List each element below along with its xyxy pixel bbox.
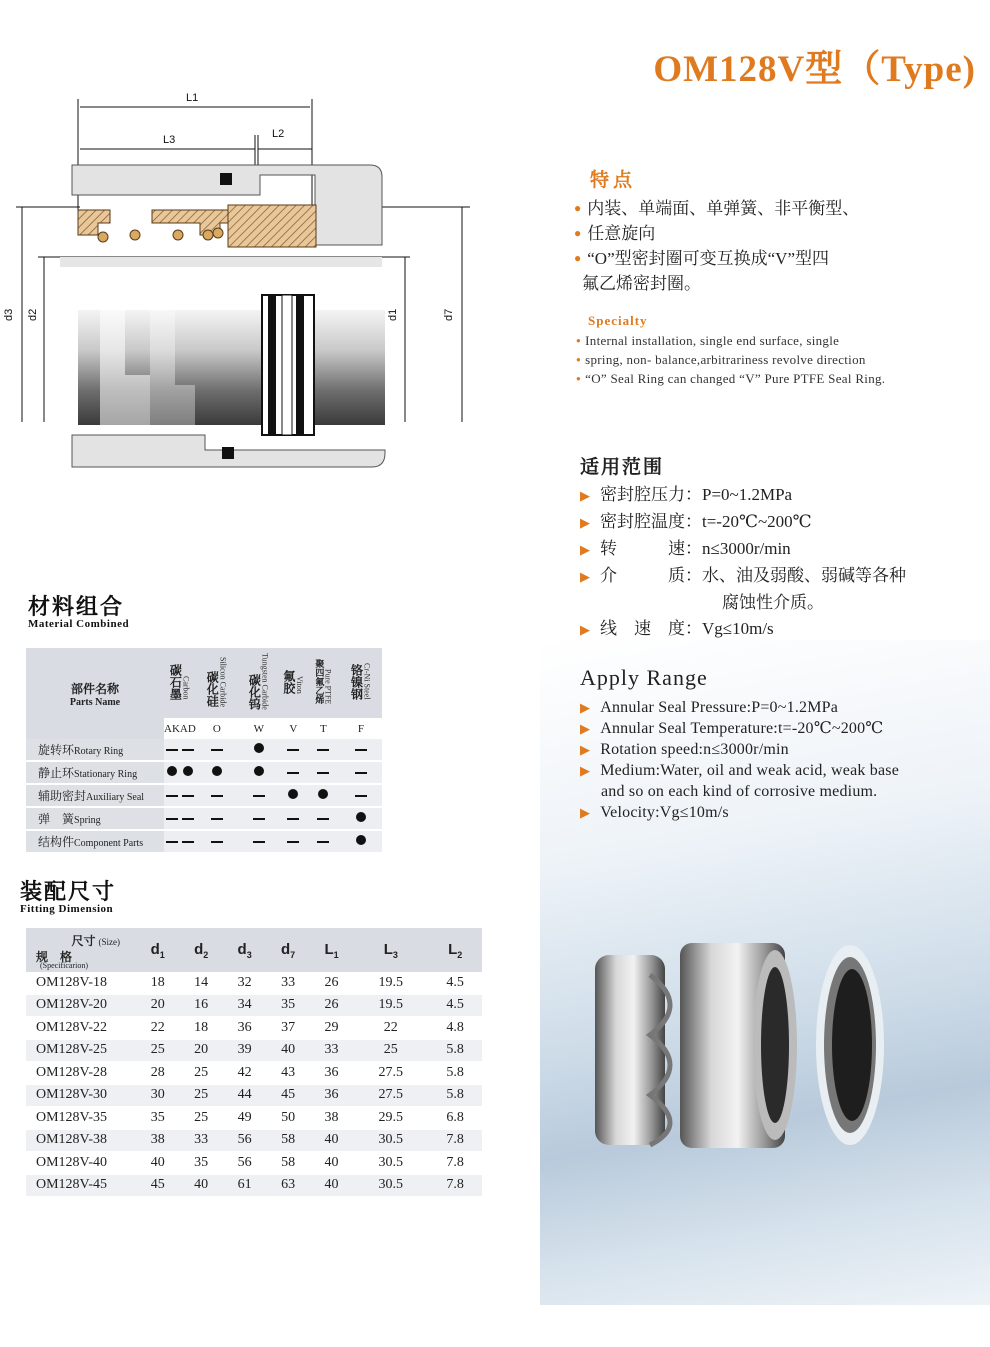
materials-table [26, 648, 382, 854]
specialty-item: ● “O” Seal Ring can changed “V” Pure PTFE Seal Ring. [576, 371, 886, 386]
feature-item: ● 任意旋向 [574, 224, 656, 243]
materials-row [26, 761, 382, 784]
material-mark [180, 807, 196, 830]
dim-row [26, 1152, 482, 1175]
dim-value: 44 [223, 1084, 266, 1107]
material-mark [180, 784, 196, 807]
dash-icon [166, 818, 178, 820]
dim-value: 30.5 [353, 1174, 428, 1197]
dash-icon [211, 841, 223, 843]
part-name-cn: 静止环 [38, 766, 75, 780]
dim-col-index: 3 [392, 949, 398, 960]
dim-row [26, 1039, 482, 1062]
parts-name-en: Parts Name [69, 696, 121, 708]
material-cn: 聚四氟乙烯 [314, 659, 325, 704]
specialty-heading: Specialty [588, 313, 648, 328]
dim-value: 39 [223, 1039, 266, 1062]
dim-value: 58 [266, 1129, 309, 1152]
material-mark [307, 761, 340, 784]
apply-range-item: ▶ Rotation speed:n≤3000r/min [580, 741, 789, 758]
filled-dot-icon [356, 812, 366, 822]
part-name-en: Auxiliary Seal [86, 792, 145, 803]
dim-value: 7.8 [428, 1152, 482, 1175]
materials-corner [26, 648, 164, 739]
dim-col-letter: L [383, 940, 393, 958]
model-name: OM128V-30 [26, 1084, 136, 1107]
apply-range-item-continued: and so on each kind of corrosive medium. [601, 783, 878, 800]
dim-row [26, 972, 482, 994]
material-code: AK [164, 722, 180, 735]
triangle-bullet-icon: ▶ [580, 569, 590, 584]
model-name: OM128V-22 [26, 1017, 136, 1040]
material-en: Pure PTFE [323, 668, 333, 704]
model-name: OM128V-25 [26, 1039, 136, 1062]
dim-value: 18 [136, 972, 179, 994]
model-name: OM128V-45 [26, 1174, 136, 1197]
triangle-bullet-icon: ▶ [580, 700, 591, 715]
material-mark [340, 830, 382, 853]
apply-range-item: ▶ Annular Seal Temperature:t=-20℃~200℃ [580, 720, 884, 737]
material-en: Viton [294, 675, 304, 694]
features-heading: 特点 [590, 170, 637, 191]
filled-dot-icon [254, 743, 264, 753]
apply-range-list [580, 697, 899, 823]
material-mark [340, 784, 382, 807]
dim-value: 19.5 [353, 994, 428, 1017]
dim-value: 40 [310, 1129, 353, 1152]
dim-col-index: 2 [457, 949, 463, 960]
materials-row [26, 784, 382, 807]
dim-value: 58 [266, 1152, 309, 1175]
dim-value: 40 [266, 1039, 309, 1062]
model-name: OM128V-38 [26, 1129, 136, 1152]
material-mark [180, 739, 196, 761]
material-mark [340, 739, 382, 761]
material-code: F [357, 722, 365, 735]
dim-row [26, 1084, 482, 1107]
material-mark [280, 807, 307, 830]
dim-value: 25 [136, 1039, 179, 1062]
product-photo [580, 935, 910, 1165]
dim-value: 26 [310, 994, 353, 1017]
materials-header-row [26, 648, 382, 718]
dim-value: 38 [136, 1129, 179, 1152]
dash-icon [287, 749, 299, 751]
dim-value: 22 [136, 1017, 179, 1040]
dim-value: 27.5 [353, 1084, 428, 1107]
dim-row [26, 994, 482, 1017]
dim-value: 20 [179, 1039, 222, 1062]
triangle-bullet-icon: ▶ [580, 622, 590, 637]
part-name-en: Stationary Ring [74, 769, 138, 780]
triangle-bullet-icon: ▶ [580, 515, 590, 530]
dim-value: 33 [179, 1129, 222, 1152]
dash-icon [166, 795, 178, 797]
material-mark [307, 784, 340, 807]
material-code: T [320, 722, 327, 735]
bullet-icon: ● [574, 226, 582, 240]
material-col-wc [238, 648, 280, 718]
material-mark [180, 761, 196, 784]
range-item: ▶ 介 质：水、油及弱酸、弱碱等各种 [580, 566, 906, 585]
material-mark [196, 761, 238, 784]
dim-value: 25 [353, 1039, 428, 1062]
dim-value: 38 [310, 1107, 353, 1130]
dash-icon [166, 841, 178, 843]
dim-value: 35 [136, 1107, 179, 1130]
dash-icon [182, 795, 194, 797]
dim-value: 22 [353, 1017, 428, 1040]
dash-icon [182, 818, 194, 820]
specialty-item: ● spring, non- balance,arbitrariness revolve direction [576, 352, 866, 367]
dim-value: 35 [179, 1152, 222, 1175]
material-col-sic [196, 648, 238, 718]
dim-col-index: 1 [333, 949, 339, 960]
bullet-icon: ● [576, 336, 582, 345]
dimensions-corner [26, 928, 136, 972]
dim-value: 36 [310, 1084, 353, 1107]
dim-label-l3: L3 [163, 134, 176, 146]
dim-value: 26 [310, 972, 353, 994]
dim-value: 5.8 [428, 1062, 482, 1085]
dim-value: 61 [223, 1174, 266, 1197]
range-item: ▶ 密封腔温度：t=-20℃~200℃ [580, 512, 812, 531]
dim-value: 40 [310, 1174, 353, 1197]
model-name: OM128V-28 [26, 1062, 136, 1085]
spec-label-en: (Specificarion) [40, 961, 88, 970]
model-name: OM128V-18 [26, 972, 136, 994]
dash-icon [211, 749, 223, 751]
dim-col-index: 7 [290, 949, 296, 960]
dim-value: 45 [266, 1084, 309, 1107]
bullet-icon: ● [574, 201, 582, 215]
dim-label-d7: d7 [443, 308, 455, 321]
dash-icon [253, 795, 265, 797]
dim-value: 5.8 [428, 1084, 482, 1107]
dim-col-index: 2 [203, 949, 209, 960]
dash-icon [211, 818, 223, 820]
dim-value: 16 [179, 994, 222, 1017]
dim-label-l1: L1 [186, 92, 199, 104]
material-mark [196, 784, 238, 807]
triangle-bullet-icon: ▶ [580, 763, 591, 778]
page-title: OM128V型（Type) [653, 49, 976, 90]
parts-name-cn: 部件名称 [70, 681, 119, 696]
materials-heading-en: Material Combined [28, 618, 130, 630]
range-item: ▶ 转 速：n≤3000r/min [580, 539, 791, 558]
apply-range-item: ▶ Medium:Water, oil and weak acid, weak base [580, 762, 900, 779]
part-name-cn: 弹 簧 [38, 812, 75, 826]
range-heading: 适用范围 [580, 457, 665, 478]
dim-row [26, 1062, 482, 1085]
size-label: 尺寸 (Size) [71, 934, 120, 948]
material-mark [307, 807, 340, 830]
specialty-item: ● Internal installation, single end surface, single [576, 333, 840, 348]
part-name-cn: 旋转环 [38, 743, 75, 757]
material-mark [238, 784, 280, 807]
apply-range-item: ▶ Annular Seal Pressure:P=0~1.2MPa [580, 699, 839, 716]
dim-value: 4.5 [428, 994, 482, 1017]
filled-dot-icon [288, 789, 298, 799]
part-name-cn: 辅助密封 [38, 789, 87, 803]
material-mark [307, 739, 340, 761]
material-col-carbon [164, 648, 196, 718]
dash-icon [287, 818, 299, 820]
material-mark [340, 807, 382, 830]
material-col-viton [280, 648, 307, 718]
dim-row [26, 1107, 482, 1130]
bullet-icon: ● [576, 374, 582, 383]
dim-value: 33 [310, 1039, 353, 1062]
range-list [580, 482, 906, 643]
dim-col-letter: d [237, 940, 247, 958]
material-mark [164, 784, 180, 807]
feature-item: ● “O”型密封圈可变互换成“V”型四 [574, 249, 829, 268]
dim-value: 49 [223, 1107, 266, 1130]
material-mark [196, 830, 238, 853]
dim-col-letter: L [448, 940, 458, 958]
dim-label-l2: L2 [272, 128, 285, 140]
dim-value: 37 [266, 1017, 309, 1040]
dim-value: 18 [179, 1017, 222, 1040]
filled-dot-icon [183, 766, 193, 776]
material-code: O [212, 722, 221, 735]
part-name-cn: 结构件 [38, 835, 75, 849]
material-mark [238, 761, 280, 784]
dim-value: 50 [266, 1107, 309, 1130]
dim-col-index: 1 [159, 949, 165, 960]
dimensions-heading: 装配尺寸 [20, 879, 117, 904]
dim-label-d2: d2 [27, 308, 39, 321]
triangle-bullet-icon: ▶ [580, 488, 590, 503]
material-code: AD [179, 722, 196, 735]
dim-value: 56 [223, 1129, 266, 1152]
dim-col-letter: d [194, 940, 204, 958]
dim-value: 29.5 [353, 1107, 428, 1130]
dim-value: 36 [310, 1062, 353, 1085]
model-name: OM128V-40 [26, 1152, 136, 1175]
material-cn: 碳化硅 [205, 670, 220, 707]
part-name [26, 761, 164, 784]
dim-value: 42 [223, 1062, 266, 1085]
part-name [26, 784, 164, 807]
dim-value: 6.8 [428, 1107, 482, 1130]
material-mark [280, 739, 307, 761]
features-list [574, 196, 984, 296]
dim-col-header [179, 928, 222, 972]
specialty-list [576, 331, 986, 388]
material-mark [196, 807, 238, 830]
material-cn: 碳石墨 [168, 663, 183, 700]
dim-value: 36 [223, 1017, 266, 1040]
spec-label: 规 格 [36, 950, 73, 964]
dash-icon [211, 795, 223, 797]
material-col-ptfe [307, 648, 340, 718]
dim-row [26, 1017, 482, 1040]
dash-icon [355, 795, 367, 797]
dimensions-table [26, 928, 482, 1197]
dim-value: 19.5 [353, 972, 428, 994]
dim-row [26, 1174, 482, 1197]
dim-value: 25 [179, 1084, 222, 1107]
dim-value: 5.8 [428, 1039, 482, 1062]
part-name [26, 739, 164, 761]
dim-col-index: 3 [246, 949, 252, 960]
material-mark [238, 830, 280, 853]
dash-icon [317, 772, 329, 774]
triangle-bullet-icon: ▶ [580, 721, 591, 736]
dim-col-header [136, 928, 179, 972]
filled-dot-icon [212, 766, 222, 776]
dim-col-header [223, 928, 266, 972]
material-code: V [289, 722, 298, 735]
dim-value: 30 [136, 1084, 179, 1107]
dim-value: 40 [136, 1152, 179, 1175]
dim-value: 28 [136, 1062, 179, 1085]
dim-col-header [428, 928, 482, 972]
dim-value: 63 [266, 1174, 309, 1197]
dim-col-letter: d [150, 940, 160, 958]
filled-dot-icon [254, 766, 264, 776]
triangle-bullet-icon: ▶ [580, 742, 591, 757]
material-mark [180, 830, 196, 853]
bullet-icon: ● [576, 355, 582, 364]
apply-range-item: ▶ Velocity:Vg≤10m/s [580, 804, 729, 821]
material-mark [280, 830, 307, 853]
dimensions-heading-en: Fitting Dimension [20, 903, 114, 915]
material-col-crni [340, 648, 382, 718]
dim-label-d3: d3 [3, 308, 15, 321]
dim-col-letter: d [280, 940, 291, 958]
dash-icon [287, 772, 299, 774]
material-mark [340, 761, 382, 784]
part-name [26, 830, 164, 853]
dim-value: 30.5 [353, 1129, 428, 1152]
model-name: OM128V-35 [26, 1107, 136, 1130]
dim-value: 4.8 [428, 1017, 482, 1040]
dim-value: 29 [310, 1017, 353, 1040]
dim-value: 56 [223, 1152, 266, 1175]
dim-value: 45 [136, 1174, 179, 1197]
dim-value: 14 [179, 972, 222, 994]
dim-row [26, 1129, 482, 1152]
dim-value: 27.5 [353, 1062, 428, 1085]
dash-icon [182, 841, 194, 843]
material-mark [196, 739, 238, 761]
triangle-bullet-icon: ▶ [580, 542, 590, 557]
part-name-en: Rotary Ring [74, 746, 124, 757]
material-mark [164, 807, 180, 830]
dash-icon [317, 749, 329, 751]
triangle-bullet-icon: ▶ [580, 805, 591, 820]
dash-icon [182, 749, 194, 751]
seal-cross-section-diagram [0, 85, 480, 475]
dim-col-header [310, 928, 353, 972]
apply-range-heading: Apply Range [580, 665, 708, 690]
dim-value: 7.8 [428, 1129, 482, 1152]
feature-item: 氟乙烯密封圈。 [582, 274, 701, 293]
dim-col-header [353, 928, 428, 972]
filled-dot-icon [318, 789, 328, 799]
dash-icon [355, 772, 367, 774]
material-en: Carbon [181, 675, 191, 700]
material-mark [280, 761, 307, 784]
material-mark [307, 830, 340, 853]
part-name-en: Spring [74, 815, 101, 826]
dim-value: 20 [136, 994, 179, 1017]
material-en: Tungsten Carbide [260, 653, 270, 710]
dim-col-letter: L [324, 940, 334, 958]
dim-value: 7.8 [428, 1174, 482, 1197]
feature-item: ● 内装、单端面、单弹簧、非平衡型、 [574, 199, 860, 218]
material-mark [238, 807, 280, 830]
filled-dot-icon [167, 766, 177, 776]
material-mark [164, 739, 180, 761]
dim-label-d1: d1 [387, 308, 399, 321]
dim-value: 40 [310, 1152, 353, 1175]
dim-value: 35 [266, 994, 309, 1017]
range-item: ▶ 密封腔压力：P=0~1.2MPa [580, 485, 793, 504]
material-en: Cr-Ni Steel [362, 663, 372, 700]
material-code: W [253, 722, 265, 735]
material-cn: 碳化钨 [247, 673, 262, 710]
dim-col-header [266, 928, 309, 972]
dash-icon [253, 818, 265, 820]
dim-value: 30.5 [353, 1152, 428, 1175]
dash-icon [317, 841, 329, 843]
material-cn: 氟胶 [281, 669, 296, 694]
material-mark [164, 830, 180, 853]
bullet-icon: ● [574, 251, 582, 265]
materials-row [26, 830, 382, 853]
material-mark [280, 784, 307, 807]
material-en: Silicon Carbide [218, 656, 228, 707]
dim-value: 4.5 [428, 972, 482, 994]
materials-row [26, 807, 382, 830]
filled-dot-icon [356, 835, 366, 845]
dim-value: 43 [266, 1062, 309, 1085]
dash-icon [166, 749, 178, 751]
dash-icon [317, 818, 329, 820]
dim-value: 32 [223, 972, 266, 994]
dim-value: 25 [179, 1062, 222, 1085]
dim-value: 25 [179, 1107, 222, 1130]
material-cn: 铬镍钢 [349, 663, 364, 700]
material-mark [164, 761, 180, 784]
part-name-en: Component Parts [74, 838, 144, 849]
dim-value: 33 [266, 972, 309, 994]
material-mark [238, 739, 280, 761]
dim-value: 34 [223, 994, 266, 1017]
dim-value: 40 [179, 1174, 222, 1197]
materials-row [26, 739, 382, 761]
part-name [26, 807, 164, 830]
range-item: ▶ 线 速 度：Vg≤10m/s [580, 619, 774, 638]
model-name: OM128V-20 [26, 994, 136, 1017]
dash-icon [355, 749, 367, 751]
dimensions-header-row [26, 928, 482, 972]
materials-heading: 材料组合 [28, 594, 125, 619]
dash-icon [287, 841, 299, 843]
range-item-continued: 腐蚀性介质。 [722, 593, 824, 612]
dash-icon [253, 841, 265, 843]
